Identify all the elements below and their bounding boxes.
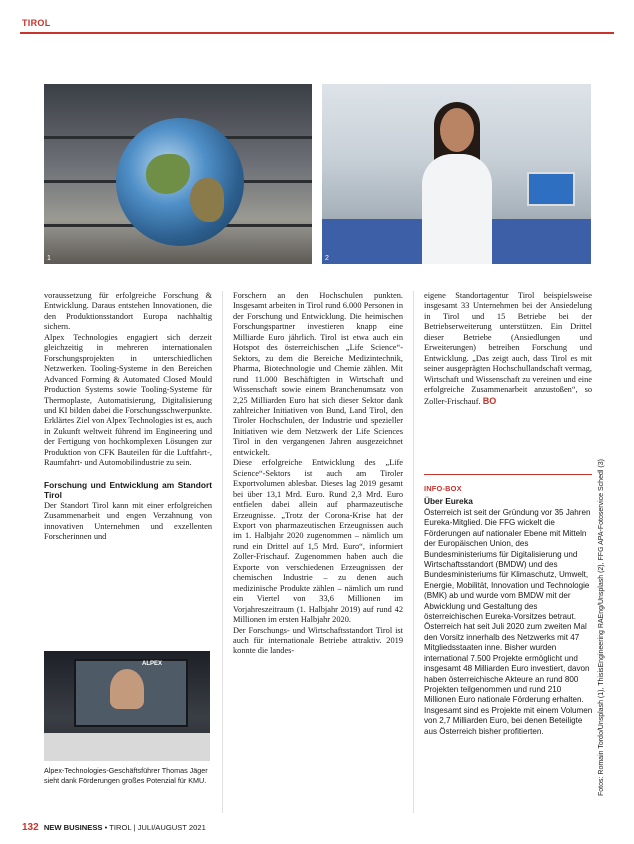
- photo-credit: [598, 459, 608, 806]
- photo-globe: [44, 84, 312, 264]
- paragraph: Der Forschungs- und Wirtschaftsstandort Tirol ist auch für internationale Betriebe attraktiv. 2019 konnte die landes-: [233, 625, 403, 656]
- infobox-tag: INFO-BOX: [424, 484, 462, 493]
- globe-continent: [146, 154, 190, 194]
- researcher-face: [440, 108, 474, 152]
- footer-region: TIROL: [109, 823, 132, 832]
- paragraph: Forschern an den Hochschulen punkten. Insgesamt arbeiten in Tirol rund 6.000 Personen in der Forschung und Entwicklung. Die heimischen Forschungspartner investieren knapp eine Milliarde Euro jährlich. Tirol ist etwa auch ein Hotspot des österreichischen „Life Science“-Sektors, zu dem die Bereiche Medizintechnik, Pharma, Biotechnologie und Chemie zählen. Mit rund 11.000 Beschäftigten in Wirtschaft und Wissenschaft sowie einem Branchenumsatz von 2,25 Milliarden Euro hat sich dieser Sektor dank zahlreicher Initiativen von Bund, Land Tirol, den Tiroler Hochschulen, der Industrie und spezieller Initiativen wie dem Netzwerk der Life Sciences Tirol in den vergangenen Jahren ausgezeichnet entwickelt.: [233, 291, 403, 457]
- photo-credit-text: Fotos: Romain Tordo/Unsplash (1), ThisisEngineering RAEng/Unsplash (2), FFG APA-Fotoservice Schedl (3): [598, 459, 605, 796]
- article-column-3: [424, 291, 592, 407]
- photo-number: 1: [47, 255, 51, 262]
- infobox-heading: Über Eureka: [424, 496, 473, 506]
- lab-monitor: [527, 172, 575, 206]
- paragraph: Diese erfolgreiche Entwicklung des „Life Science“-Sektors ist auch am Tiroler Exportvolumen ablesbar. Dieses lag 2019 gesamt bei über 13,1 Mrd. Euro. Rund 2,3 Mrd. Euro entfielen dabei allein auf pharmazeutische Erzeugnisse. „Trotz der Corona-Krise hat der Export von pharmazeutischen Erzeugnissen auch im 1. Halbjahr 2020 zugenommen – nämlich um rund ein Drittel auf 1,5 Mrd. Euro“, informiert Zoller-Frischauf. Zugenommen haben auch die Exporte von verschiedenen Erzeugnissen der chemischen Industrie – zu denen auch medizinische Produkte zählen – nämlich um rund ein Viertel von 33,6 Millionen im Vorjahreszeitraum (1. Halbjahr 2019) auf rund 42 Millionen im ersten Halbjahr 2020.: [233, 458, 403, 625]
- author-signature: BO: [482, 395, 497, 406]
- paragraph-text: eigene Standortagentur Tirol beispielsweise insgesamt 33 Unternehmen bei der Ansiedelung in Tirol und 15 Betriebe bei der Betriebserweiterung unterstützen. Ein Drittel dieser Betriebe (Ansiedlungen und Erweiterungen) betreiben Forschung und Entwicklung. „Das zeigt auch, dass Tirol es mit seiner ausgeprägten Hochschullandschaft vermag, Wirtschaft und Wissenschaft zu vereinen und eine erfolgreiche Zusammenarbeit anzustoßen“, so Zoller-Frischauf.: [424, 291, 592, 406]
- section-label: TIROL: [22, 18, 51, 28]
- photo-number: 2: [325, 255, 329, 262]
- subheading: Forschung und Entwicklung am Standort Tirol: [44, 479, 212, 501]
- column-divider: [222, 291, 223, 813]
- photo-caption: Alpex-Technologies-Geschäftsführer Thomas Jäger sieht dank Förderungen großes Potenzial für KMU.: [44, 766, 208, 785]
- issue-date: JULI/AUGUST 2021: [137, 823, 206, 832]
- page-footer: [22, 822, 206, 833]
- page-number: 132: [22, 822, 39, 833]
- photo-alpex-ceo: [44, 651, 210, 761]
- paragraph: Der Standort Tirol kann mit einer erfolgreichen Zusammenarbeit und engen Verzahnung von innovativen Unternehmen und exzellenten Forscherinnen und: [44, 500, 212, 541]
- paragraph: voraussetzung für erfolgreiche Forschung & Entwicklung. Daraus entstehen Innovationen, die den Produktionsstandort Europa nachhaltig sichern.: [44, 291, 212, 332]
- ceo-figure: [110, 669, 144, 709]
- section-rule: [20, 32, 614, 34]
- alpex-logo: ALPEX: [142, 661, 163, 667]
- infobox-rule: [424, 474, 592, 475]
- article-column-2: [233, 291, 403, 657]
- magazine-name: NEW BUSINESS: [43, 823, 103, 832]
- paragraph: [424, 291, 592, 407]
- footer-divider: |: [133, 823, 136, 832]
- article-column-1: [44, 291, 212, 542]
- paragraph: Alpex Technologies engagiert sich derzeit gleichzeitig in mehreren internationalen Forschungsprojekten in unterschiedlichen Netzwerken. Tooling-Systeme in den Bereichen Advanced Forming & Automated Closed Mould Production Systems sowie Tooling-Systeme für Thermoplaste, Automatisierung, Digitalisierung und KI bilden dabei die Forschungsschwerpunkte. Erklärtes Ziel von Alpex Technologies ist es, auch in Zukunft weltweit führend im Engineering und der Fertigung von hochkomplexen Lösungen zur Produktion von CFK Bauteilen für die Luftfahrt-, Raumfahrt- und Automobilindustrie zu sein.: [44, 332, 212, 468]
- lab-coat: [422, 154, 492, 264]
- desk: [44, 733, 210, 761]
- globe-sculpture: [116, 118, 244, 246]
- column-divider: [413, 291, 414, 813]
- footer-bullet: •: [104, 823, 108, 832]
- infobox-text: Österreich ist seit der Gründung vor 35 Jahren Eureka-Mitglied. Die FFG wickelt die Förderungen auf nationaler Ebene mit Mitteln der Europäischen Union, des Bundesministeriums für Digitalisierung und Wirtschaftsstandort (BMDW) und des Bundesministeriums für Klimaschutz, Umwelt, Energie, Mobilität, Innovation und Technologie (BMK) ab und wurde vom BMDW mit der Abwicklung und Gestaltung des österreichischen Eureka-Vorsitzes betraut. Österreich hat seit Juli 2020 zum zweiten Mal den Vorsitz innerhalb des Netzwerks mit 47 Mitgliedsstaaten inne. Bisher wurden international 7.500 Projekte ermöglicht und insgesamt 48 Milliarden Euro investiert, davon haben österreichische Akteure an rund 800 Projekten teilgenommen und rund 210 Millionen Euro nationale Förderung erhalten. Insgesamt sind es Projekte mit einem Volumen von 2,7 Milliarden Euro, bei denen Beteiligte aus Österreich bisher profitierten.: [424, 508, 593, 736]
- globe-continent: [190, 178, 224, 222]
- photo-lab-researcher: [322, 84, 591, 264]
